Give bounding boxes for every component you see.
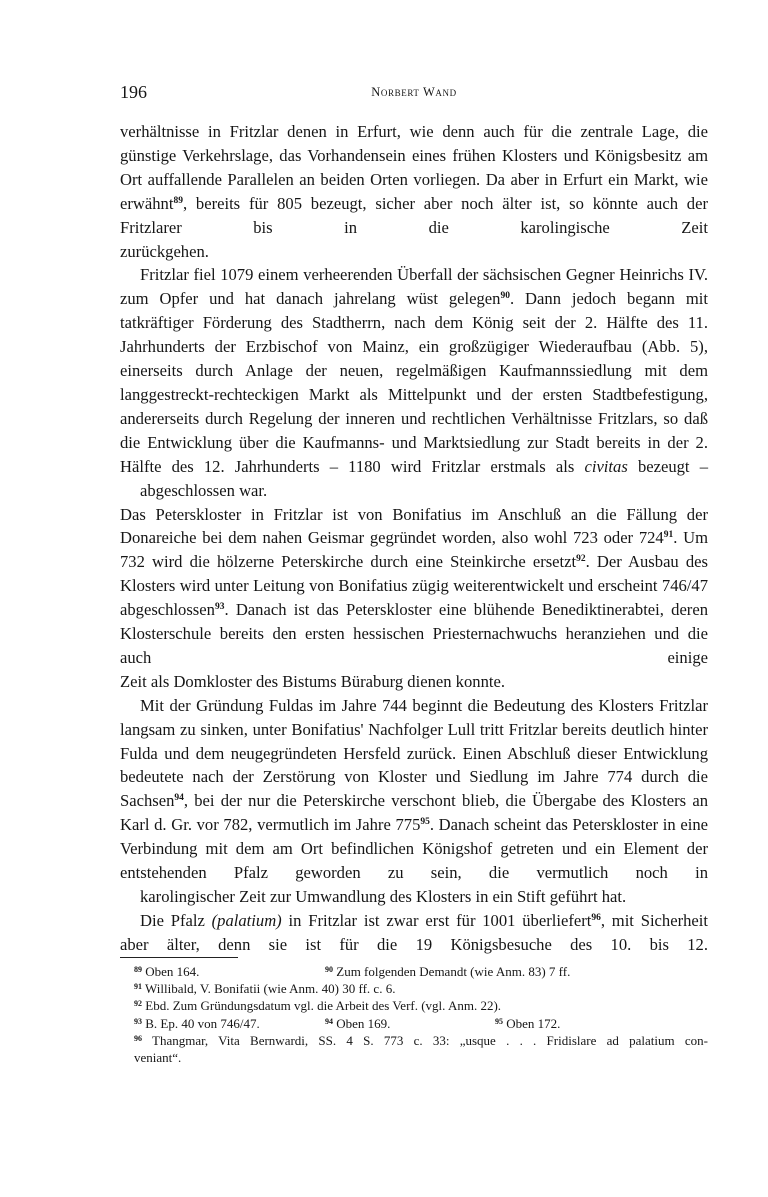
text-run: . Um 732 wird die hölzerne Peterskirche durch eine Steinkirche ersetzt	[120, 528, 708, 572]
footnote-text: Thangmar, Vita Bernwardi, SS. 4 S. 773 c. 33: „usque . . . Fridislare ad palatium con-	[152, 1032, 708, 1048]
footnote-row-2	[120, 980, 708, 997]
paragraph-last-line: Zeit als Domkloster des Bistums Büraburg dienen konnte.	[120, 671, 505, 691]
footnote-reference: 93	[214, 602, 225, 613]
paragraph	[120, 263, 708, 502]
italic-term: (palatium)	[211, 910, 282, 930]
running-head: Norbert Wand	[371, 85, 457, 99]
footnote-reference: 95	[420, 817, 430, 828]
footnote-text: Oben 164.	[145, 964, 200, 979]
footnotes	[120, 963, 708, 1066]
footnote-reference: 90	[500, 291, 510, 302]
footnote-reference: 91	[663, 530, 674, 541]
page-number: 196	[120, 82, 147, 102]
text-run: Die Pfalz	[140, 910, 212, 930]
paragraph	[120, 120, 708, 263]
paragraph-last-line: karolingischer Zeit zur Umwandlung des Klosters in ein Stift geführt hat.	[140, 887, 627, 906]
footnote-text: Ebd. Zum Gründungsdatum vgl. die Arbeit des Verf. (vgl. Anm. 22).	[145, 998, 502, 1014]
footnote-mark: 91	[134, 982, 142, 992]
footnote-row-3	[120, 997, 708, 1014]
footnote-reference: 89	[173, 195, 183, 206]
footnote-text: B. Ep. 40 von 746/47.	[145, 1015, 260, 1031]
text-run: . Danach scheint das Peterskloster in eine Verbindung mit dem am Ort befindlichen Königshof getreten und ein Element der entstehenden Pfalz geworden zu sein, die vermutlich noch in	[120, 815, 709, 883]
italic-term: civitas	[584, 456, 628, 476]
text-run: , mit Sicherheit aber älter, denn sie ist für die 19 Königsbesuche des 10. bis 12.	[120, 910, 708, 954]
text-run: verhältnisse in Fritzlar denen in Erfurt, wie denn auch für die zentrale Lage, die günstige Verkehrslage, das Vorhandensein eines frühen Klosters und Königsbesitz am Ort auffallende Parallelen an beiden Orten vorliegen. Da aber in Erfurt ein Markt, wie erwähnt	[120, 122, 708, 213]
body-text	[120, 120, 708, 957]
footnote-89	[134, 963, 199, 980]
footnote-mark: 90	[325, 965, 333, 974]
text-run: , bei der nur die Peterskirche verschont blieb, die Übergabe des Klosters an Karl d. Gr. vor 782, vermutlich im Jahre 775	[120, 791, 708, 835]
footnote-94	[325, 1015, 390, 1032]
footnote-text: Willibald, V. Bonifatii (wie Anm. 40) 30 ff. c. 6.	[145, 981, 396, 997]
footnote-mark: 94	[325, 1016, 333, 1026]
footnote-96	[120, 1032, 708, 1066]
text-run: . Danach ist das Peterskloster eine blühende Benediktinerabtei, deren Klosterschule bereits den ersten hessischen Priesternachwuchs heranziehen und die auch einige	[120, 600, 708, 667]
footnote-reference: 92	[576, 554, 586, 565]
footnote-mark: 89	[134, 965, 142, 974]
paragraph	[120, 694, 708, 909]
text-run: bezeugt –	[627, 456, 708, 476]
text-run: Mit der Gründung Fuldas im Jahre 744 beginnt die Bedeutung des Klosters Fritzlar langsam zu sinken, unter Bonifatius' Nachfolger Lull tritt Fritzlar bereits deutlich hinter Fulda und dem neugegründeten Hersfeld zurück. Einen Abschluß dieser Entwicklung bedeutete nach der Zerstörung von Kloster und Siedlung im Jahre 774 durch die Sachsen	[120, 695, 708, 811]
footnote-reference: 94	[174, 793, 184, 804]
footnote-text: Oben 172.	[506, 1015, 561, 1031]
footnote-mark: 95	[495, 1016, 503, 1026]
footnote-mark: 93	[134, 1016, 142, 1026]
paragraph-last-line: abgeschlossen war.	[140, 480, 268, 500]
footnote-row-1	[120, 963, 708, 980]
text-run: . Dann jedoch begann mit tatkräftiger Förderung des Stadtherrn, nach dem König seit der 2. Hälfte des 11. Jahrhunderts der Erzbischof von Mainz, ein großzügiger Wiederaufbau (Abb. 5), einerseits durch Anlage der neuen, regelmäßigen Kaufmannssiedlung mit dem langgestreckt-rechteckigen Markt als Mittelpunkt und der ersten Stadtbefestigung, andererseits durch Regelung der inneren und rechtlichen Verhältnisse Fritzlars, so daß die Entwicklung über die Kaufmanns- und Marktsiedlung zur Stadt bereits in der 2. Hälfte des 12. Jahrhunderts – 1180 wird Fritzlar erstmals als	[120, 289, 708, 476]
text-run: . Der Ausbau des Klosters wird unter Leitung von Bonifatius zügig weiterentwickelt und erscheint 746/47 abgeschlossen	[120, 552, 708, 620]
footnote-95	[495, 1015, 560, 1032]
footnote-row-4	[120, 1015, 708, 1032]
paragraph	[120, 909, 708, 957]
footnote-93	[134, 1015, 260, 1032]
text-run: , bereits für 805 bezeugt, sicher aber noch älter ist, so könnte auch der Fritzlarer bis in die karolingische Zeit	[120, 193, 708, 237]
paragraph	[120, 503, 708, 694]
footnote-text-last-line: veniant“.	[134, 1049, 182, 1065]
footnote-mark: 92	[134, 999, 142, 1009]
footnote-text: Oben 169.	[336, 1015, 391, 1031]
footnote-text: Zum folgenden Demandt (wie Anm. 83) 7 ff.	[336, 964, 571, 979]
footnote-90	[325, 963, 570, 980]
text-run: Fritzlar fiel 1079 einem verheerenden Überfall der sächsischen Gegner Heinrichs IV. zum Opfer und hat danach jahrelang wüst gelegen	[120, 265, 708, 309]
footnote-92	[134, 997, 501, 1014]
footnote-91	[134, 980, 395, 997]
text-run: in Fritzlar ist zwar erst für 1001 überliefert	[281, 910, 592, 930]
footnote-mark: 96	[134, 1033, 142, 1043]
footnote-rule	[120, 957, 238, 958]
paragraph-last-line: zurückgehen.	[120, 241, 209, 261]
text-run: Das Peterskloster in Fritzlar ist von Bonifatius im Anschluß an die Fällung der Donareiche bei dem nahen Geismar gegründet worden, also wohl 723 oder 724	[120, 504, 708, 548]
page-header	[120, 82, 708, 106]
footnote-reference: 96	[591, 912, 601, 923]
